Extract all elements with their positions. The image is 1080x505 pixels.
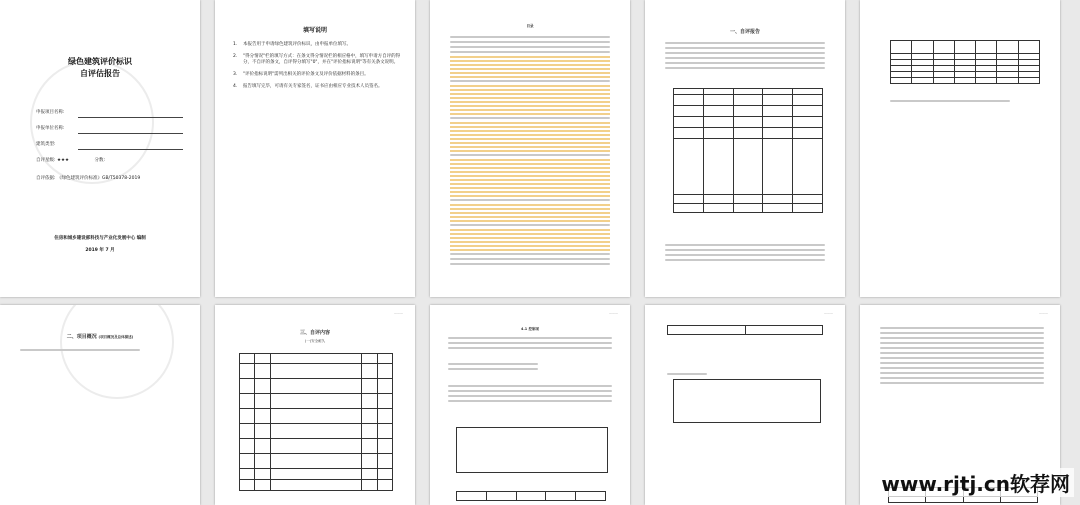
score-note <box>890 100 1010 102</box>
document-page-overview[interactable] <box>0 305 200 505</box>
report-text-lines <box>665 42 825 72</box>
document-page-control-items[interactable] <box>430 305 630 505</box>
cover-title-line1: 绿色建筑评价标识 <box>68 57 132 66</box>
instruction-item <box>233 42 401 48</box>
page-header: ——— <box>609 311 618 315</box>
document-page-evaluation[interactable] <box>215 305 415 505</box>
toc-lines <box>450 36 610 268</box>
document-page-score-table[interactable] <box>860 0 1060 297</box>
document-page-toc[interactable] <box>430 0 630 297</box>
field-line <box>78 133 183 134</box>
item-text: 本报告用于申请绿色建筑评价标识，由申报单位填写。 <box>243 42 351 47</box>
overview-subtitle-text: (项目概况及总体描述) <box>98 335 134 339</box>
evaluation-table <box>239 353 393 491</box>
cover-field-3 <box>36 142 56 148</box>
control-title: 4.1 控制项 <box>521 327 539 331</box>
field-label: 建筑类型: <box>36 142 56 147</box>
evaluation-title: 三、自评内容 <box>299 330 330 336</box>
control-text-lines-3 <box>448 385 612 405</box>
item-num: 3. <box>233 72 238 77</box>
overview-line <box>20 349 140 351</box>
control-text-lines-2 <box>448 363 538 373</box>
cover-field-1 <box>36 110 65 116</box>
score-label: 分数: <box>94 158 106 163</box>
field-label: 申报项目名称: <box>36 110 65 115</box>
cover-date: 2019 年 7 月 <box>85 248 115 253</box>
toc-title: 目录 <box>526 24 534 28</box>
cover-title-line2: 自评估报告 <box>80 69 120 78</box>
field-value: 《绿色建筑评价标准》GB/T50378-2019 <box>56 176 141 181</box>
instruction-item <box>233 54 401 66</box>
field-line <box>78 117 183 118</box>
control-text-lines <box>448 337 612 352</box>
item-text: "得分情况"栏的填写方式：在条文得分情况栏的相应格中，填写申请方自评的得分，不自评的条文，自评得分填写"0"，并在"评价指标说明"等有关条文说明。 <box>243 54 401 65</box>
instructions-title: 填写说明 <box>302 27 327 34</box>
field-label: 自评星级: <box>36 158 56 163</box>
field-label: 自评依据: <box>36 176 56 181</box>
cover-field-4 <box>36 158 105 164</box>
overview-title-text: 二、项目概况 <box>66 334 97 340</box>
watermark-circle <box>60 305 174 399</box>
report-title: 一、自评报告 <box>729 29 760 35</box>
page-header: ——— <box>824 311 833 315</box>
end-text-lines <box>880 327 1044 387</box>
evaluation-subtitle: (一)安全耐久 <box>304 339 326 343</box>
item-text: 报告填写完毕，可请有关专家签名，证书应由相应专业技术人员签名。 <box>243 84 383 89</box>
instruction-item <box>233 84 401 90</box>
continuation-table <box>667 325 823 335</box>
field-line <box>78 149 183 150</box>
score-table <box>890 40 1040 84</box>
control-table <box>456 491 606 501</box>
cover-field-5 <box>36 176 140 182</box>
cover-organization: 住房和城乡建设部科技与产业化发展中心 编制 <box>54 236 146 241</box>
site-watermark-text: www.rjtj.cn软荐网 <box>881 472 1070 496</box>
page-header: ——— <box>394 311 403 315</box>
report-table <box>673 88 823 213</box>
item-num: 1. <box>233 42 238 47</box>
document-page-instructions[interactable] <box>215 0 415 297</box>
item-num: 4. <box>233 84 238 89</box>
star-rating: ★★★ <box>56 158 70 163</box>
continuation-line <box>667 373 707 375</box>
site-watermark <box>877 468 1074 497</box>
field-label: 申报单位名称: <box>36 126 65 131</box>
item-text: "评价指标说明"需列出相关的评价条文及评价依据材料的条目。 <box>243 72 369 77</box>
report-notes <box>665 244 825 264</box>
cover-field-2 <box>36 126 65 132</box>
item-num: 2. <box>233 54 238 59</box>
instruction-item <box>233 72 401 78</box>
document-page-cover[interactable] <box>0 0 200 297</box>
continuation-box <box>673 379 821 423</box>
page-header: ——— <box>1039 311 1048 315</box>
document-page-report[interactable] <box>645 0 845 297</box>
overview-title <box>0 335 200 340</box>
instructions-list <box>233 42 401 96</box>
document-page-continuation[interactable] <box>645 305 845 505</box>
control-box <box>456 427 608 473</box>
